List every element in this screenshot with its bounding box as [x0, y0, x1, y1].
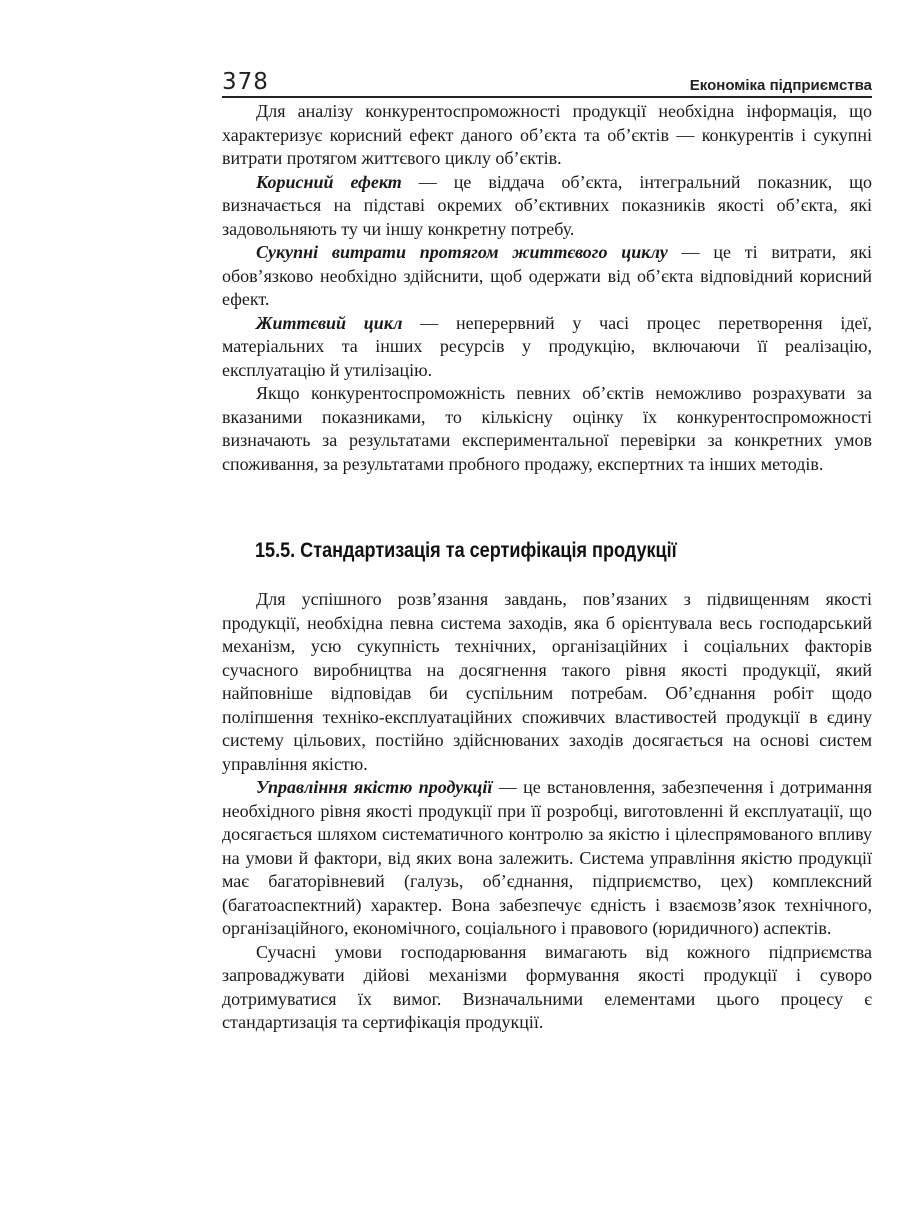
paragraph-text: — це віддача об’єкта, інтегральний показник, що визначається на підставі окремих об’єктивних показників якості об’єкта, які задовольняють ту чи іншу конкретну потребу. — [222, 171, 872, 239]
paragraph-text: — неперервний у часі процес перетворення ідеї, матеріальних та інших ресурсів у продукцію, включаючи її реалізацію, експлуатацію й утилізацію. — [222, 312, 872, 380]
defined-term: Сукупні витрати протягом життєвого циклу — [256, 242, 668, 262]
paragraph-text: Для аналізу конкурентоспроможності продукції необхідна інформація, що характеризує корисний ефект даного об’єкта та об’єктів — конкурентів і сукупні витрати протягом життєвого циклу об’єктів. — [222, 101, 872, 168]
page-number: 378 — [222, 69, 269, 95]
paragraph-text: Якщо конкурентоспроможність певних об’єктів неможливо розрахувати за вказаними показниками, то кількісну оцінку їх конкурентоспроможності визначають за результатами експериментальної перевірки за конкретних умов споживання, за результатами пробного продажу, експертних та інших методів. — [222, 383, 872, 474]
paragraph — [222, 312, 872, 383]
paragraph — [222, 241, 872, 312]
section-heading: 15.5. Стандартизація та сертифікація продукції — [255, 539, 677, 562]
page-header — [222, 70, 872, 98]
paragraph-text: Для успішного розв’язання завдань, пов’язаних з підвищенням якості продукції, необхідна певна система заходів, яка б орієнтувала весь господарський механізм, усю сукупність технічних, організаційних і соціальних факторів сучасного виробництва на досягнення такого рівня якості продукції, який найповніше відповідав би суспільним потребам. Об’єднання робіт щодо поліпшення техніко-експлуатаційних споживчих властивостей продукції в єдину систему цільових, постійно здійснюваних заходів досягається на основі систем управління якістю. — [222, 589, 872, 774]
paragraph-text: — це встановлення, забезпечення і дотримання необхідного рівня якості продукції при її розробці, виготовленні й експлуатації, що досягається шляхом систематичного контролю за якістю і цілеспрямованого впливу на умови й фактори, від яких вона залежить. Система управління якістю продукції має багаторівневий (галузь, об’єднання, підприємство, цех) комплексний (багатоаспектний) характер. Вона забезпечує єдність і взаємозв’язок технічного, організаційного, економічного, соціального і правового (юридичного) аспектів. — [222, 777, 872, 938]
paragraph — [222, 588, 872, 776]
text-block-top — [222, 100, 872, 476]
paragraph — [222, 171, 872, 242]
defined-term: Життєвий цикл — [256, 312, 403, 333]
defined-term: Корисний ефект — [256, 171, 402, 192]
paragraph-text: — це ті витрати, які обов’язково необхідно здійснити, щоб одержати від об’єкта відповідний корисний ефект. — [222, 242, 872, 309]
paragraph — [222, 100, 872, 171]
paragraph — [222, 776, 872, 941]
paragraph-text: Сучасні умови господарювання вимагають від кожного підприємства запроваджувати дійові механізми формування якості продукції і суворо дотримуватися їх вимог. Визначальними елементами цього процесу є стандартизація та сертифікація продукції. — [222, 941, 872, 1032]
text-block-bottom — [222, 588, 872, 1035]
paragraph — [222, 941, 872, 1035]
paragraph — [222, 382, 872, 476]
running-title: Економіка підприємства — [689, 77, 872, 94]
defined-term: Управління якістю продукції — [256, 777, 493, 797]
